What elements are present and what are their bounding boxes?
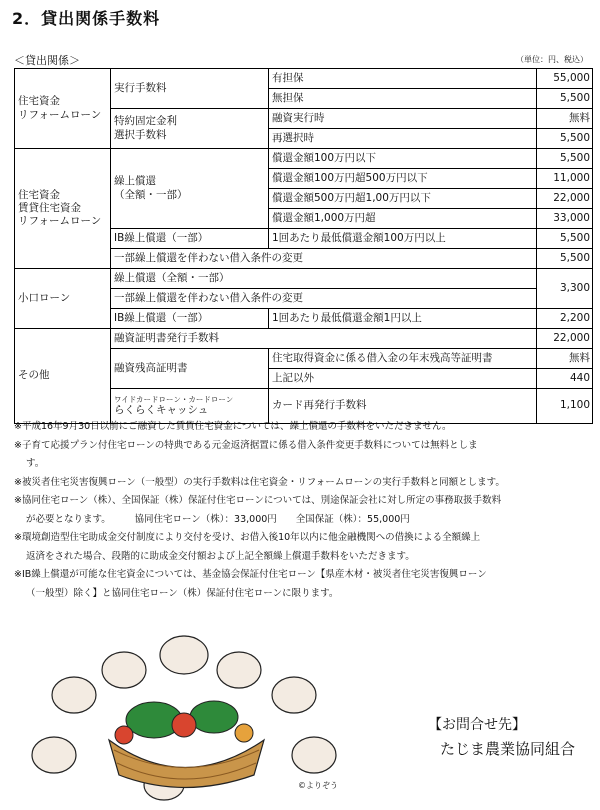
footnote: ※IB繰上償還が可能な住宅資金については、基金協会保証付住宅ローン【県産木材・被災者住宅災害復興ローン [14,569,487,580]
footnote: ※平成16年9月30日以前にご融資した賃貸住宅資金については、繰上償還の手数料をいただきません。 [14,421,452,432]
prepay-tier-3: 償還金額500万円超1,00万円以下 [269,189,537,209]
mascot-illustration [14,625,354,805]
ib-min-label: 1回あたり最低償還金額100万円以上 [269,229,537,249]
cert-issue-amount: 22,000 [537,329,593,349]
illustration-credit: ©よりぞう [298,781,338,790]
ib-amount: 5,500 [537,229,593,249]
balance-cert-housing: 住宅取得資金に係る借入金の年末残高等証明書 [269,349,537,369]
exec-fee-label: 実行手数料 [111,69,269,109]
table-row [15,329,593,349]
condition-change-label: 一部繰上償還を伴わない借入条件の変更 [111,249,537,269]
prepay-tier-4-amount: 33,000 [537,209,593,229]
condition-change-amount: 5,500 [537,249,593,269]
unsecured-label: 無担保 [269,89,537,109]
card-reissue-label: カード再発行手数料 [269,389,537,424]
fee-table [14,68,593,424]
table-row [15,269,593,289]
ib-partial-label: IB繰上償還（一部） [111,229,269,249]
loan-exec-label: 融資実行時 [269,109,537,129]
balance-cert-other-amount: 440 [537,369,593,389]
secured-label: 有担保 [269,69,537,89]
fixed-rate-label: 特約固定金利 選択手数料 [111,109,269,149]
footnote-continued: （一般型）除く】と協同住宅ローン（株）保証付住宅ローンに限ります。 [26,587,339,599]
footnote: ※子育て応援プラン付住宅ローンの特典である元金返済据置に係る借入条件変更手数料については無料としま [14,439,478,451]
contact-organization: たじま農業協同組合 [440,740,576,758]
category-housing-multi: 住宅資金 賃貸住宅資金 リフォームローン [15,149,111,269]
footnote-continued: 返済をされた場合、段階的に助成金交付額および上記全額繰上償還手数料をいただきます。 [26,550,415,562]
small-loan-prepay-label: 繰上償還（全額・一部） [111,269,537,289]
category-housing-reform: 住宅資金 リフォームローン [15,69,111,149]
footnote-continued: が必要となります。 協同住宅ローン（株）：33,000円 全国保証（株）：55,000円 [26,513,410,525]
footnote: ※環境創造型住宅助成金交付制度により交付を受け、お借入後10年以内に他金融機関への借換による全額繰上 [14,532,481,543]
prepay-label: 繰上償還 （全額・一部） [111,149,269,229]
reselect-label: 再選択時 [269,129,537,149]
balance-cert-label: 融資残高証明書 [111,349,269,389]
balance-cert-housing-amount: 無料 [537,349,593,369]
section-subheading: ＜貸出関係＞ [14,54,80,67]
footnote: ※被災者住宅災害復興ローン（一般型）の実行手数料は住宅資金・リフォームローンの実行手数料と同額とします。 [14,476,505,488]
prepay-tier-2: 償還金額100万円超500万円以下 [269,169,537,189]
small-loan-amount: 3,300 [537,269,593,309]
small-loan-ib-label: IB繰上償還（一部） [111,309,269,329]
prepay-tier-3-amount: 22,000 [537,189,593,209]
balance-cert-other: 上記以外 [269,369,537,389]
prepay-tier-1: 償還金額100万円以下 [269,149,537,169]
footnote-continued: す。 [26,458,45,469]
table-row [15,69,593,89]
contact-label: 【お問合せ先】 [428,717,526,733]
unsecured-amount: 5,500 [537,89,593,109]
prepay-tier-2-amount: 11,000 [537,169,593,189]
footnote: ※協同住宅ローン（株）、全国保証（株）保証付住宅ローンについては、別途保証会社に対し所定の事務取扱手数料 [14,495,502,506]
small-loan-ib-amount: 2,200 [537,309,593,329]
card-reissue-amount: 1,100 [537,389,593,424]
table-row [15,149,593,169]
small-loan-change-label: 一部繰上償還を伴わない借入条件の変更 [111,289,537,309]
secured-amount: 55,000 [537,69,593,89]
loan-exec-amount: 無料 [537,109,593,129]
prepay-tier-4: 償還金額1,000万円超 [269,209,537,229]
category-small-loan: 小口ローン [15,269,111,329]
page-heading: 2．貸出関係手数料 [12,9,161,28]
card-loan-label: ワイドカードローン・カードローン らくらくキャッシュ [111,389,269,424]
cert-issue-label: 融資証明書発行手数料 [111,329,537,349]
small-loan-ib-min: 1回あたり最低償還金額1円以上 [269,309,537,329]
footnotes [14,418,594,603]
prepay-tier-1-amount: 5,500 [537,149,593,169]
reselect-amount: 5,500 [537,129,593,149]
units-note: （単位：円、税込） [516,55,588,64]
category-other: その他 [15,329,111,424]
